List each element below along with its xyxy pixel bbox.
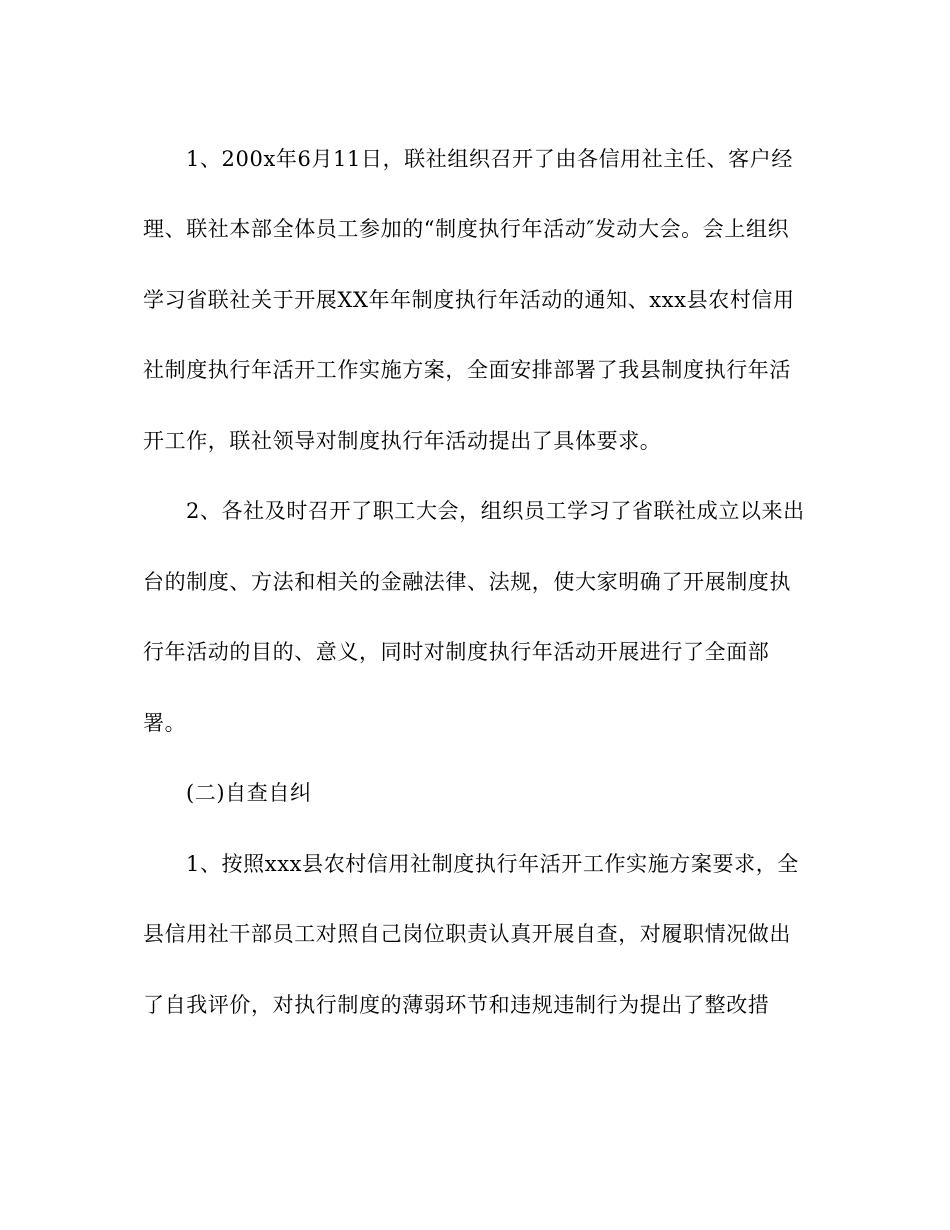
text-line-8: 行年活动的目的、意义，同时对制度执行年活动开展进行了全面部	[143, 640, 770, 664]
text-line-6: 2、各社及时召开了职工大会，组织员工学习了省联社成立以来出	[186, 499, 805, 523]
text-line-2: 理、联社本部全体员工参加的“制度执行年活动″发动大会。会上组织	[143, 217, 790, 241]
text-line-4: 社制度执行年活开工作实施方案，全面安排部署了我县制度执行年活	[143, 358, 791, 382]
text-line-13: 了自我评价，对执行制度的薄弱环节和违规违制行为提出了整改措	[143, 993, 770, 1017]
text-line-9: 署。	[143, 711, 187, 735]
text-line-12: 县信用社干部员工对照自己岗位职责认真开展自查，对履职情况做出	[143, 922, 791, 946]
text-line-5: 开工作，联社领导对制度执行年活动提出了具体要求。	[143, 429, 662, 453]
section-heading: (二)自查自纠	[186, 781, 312, 805]
text-line-11: 1、按照xxx县农村信用社制度执行年活开工作实施方案要求，全	[186, 852, 799, 876]
text-line-3: 学习省联社关于开展XX年年制度执行年活动的通知、xxx县农村信用	[143, 288, 795, 312]
text-line-1: 1、200x年6月11日，联社组织召开了由各信用社主任、客户经	[186, 147, 793, 171]
text-line-7: 台的制度、方法和相关的金融法律、法规，使大家明确了开展制度执	[143, 570, 791, 594]
